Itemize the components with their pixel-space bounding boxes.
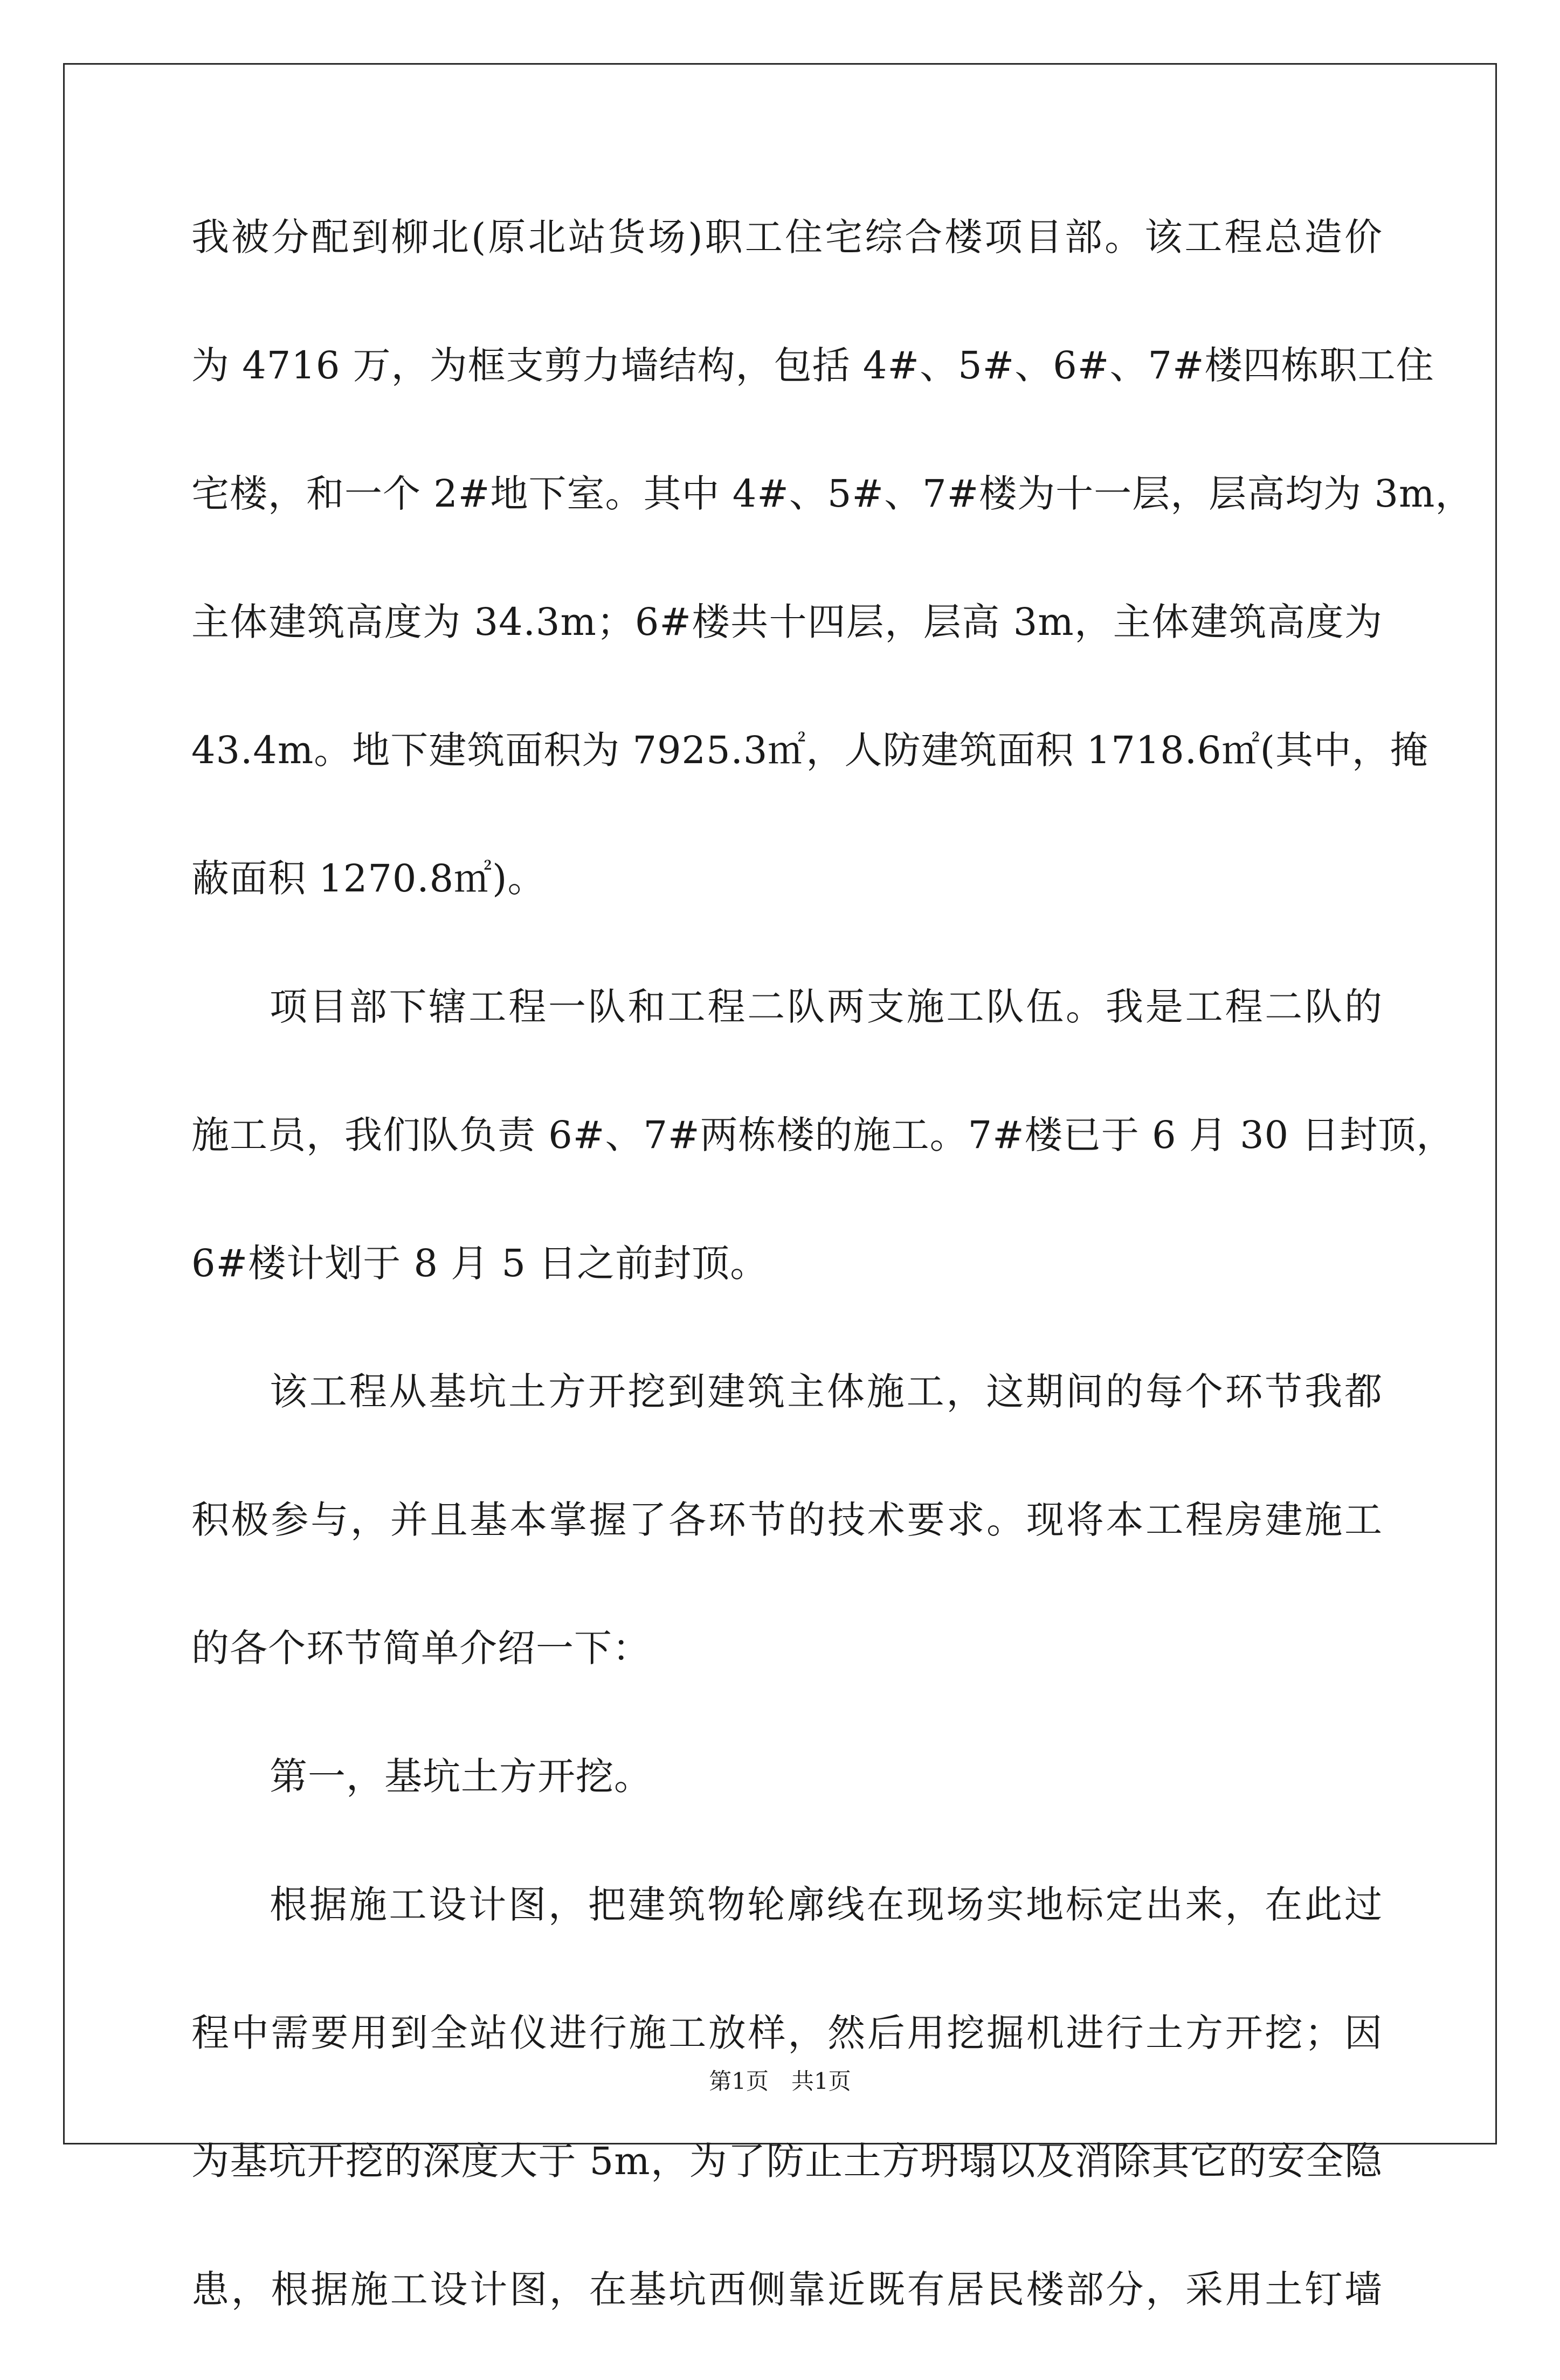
paragraph-line: 主体建筑高度为 34.3m；6#楼共十四层，层高 3m，主体建筑高度为 [191, 600, 1383, 644]
page-number-footer: 第1页 共1页 [709, 2068, 851, 2094]
paragraph-line: 积极参与，并且基本掌握了各环节的技术要求。现将本工程房建施工 [191, 1498, 1383, 1542]
paragraph-line: 患，根据施工设计图，在基坑西侧靠近既有居民楼部分，采用土钉墙 [191, 2267, 1383, 2312]
section-heading: 第一，基坑土方开挖。 [270, 1754, 652, 1798]
paragraph-line: 程中需要用到全站仪进行施工放样，然后用挖掘机进行土方开挖；因 [191, 2011, 1383, 2055]
paragraph-line: 为基坑开挖的深度大于 5m，为了防止土方坍塌以及消除其它的安全隐 [191, 2139, 1383, 2183]
paragraph-line: 施工员，我们队负责 6#、7#两栋楼的施工。7#楼已于 6 月 30 日封顶， [191, 1113, 1455, 1157]
paragraph-line: 项目部下辖工程一队和工程二队两支施工队伍。我是工程二队的 [270, 985, 1383, 1029]
paragraph-line: 蔽面积 1270.8㎡)。 [191, 856, 546, 901]
paragraph-line: 的各个环节简单介绍一下： [191, 1626, 651, 1670]
paragraph-line: 我被分配到柳北(原北站货场)职工住宅综合楼项目部。该工程总造价 [191, 215, 1383, 259]
paragraph-line: 为 4716 万，为框支剪力墙结构，包括 4#、5#、6#、7#楼四栋职工住 [191, 343, 1434, 388]
paragraph-line: 43.4m。地下建筑面积为 7925.3㎡，人防建筑面积 1718.6㎡(其中，掩 [191, 728, 1428, 772]
paragraph-line: 根据施工设计图，把建筑物轮廓线在现场实地标定出来，在此过 [270, 1883, 1383, 1927]
paragraph-line: 该工程从基坑土方开挖到建筑主体施工，这期间的每个环节我都 [270, 1369, 1383, 1414]
paragraph-line: 宅楼，和一个 2#地下室。其中 4#、5#、7#楼为十一层，层高均为 3m， [191, 472, 1474, 516]
paragraph-line: 6#楼计划于 8 月 5 日之前封顶。 [191, 1241, 769, 1285]
document-body [191, 199, 1474, 2380]
